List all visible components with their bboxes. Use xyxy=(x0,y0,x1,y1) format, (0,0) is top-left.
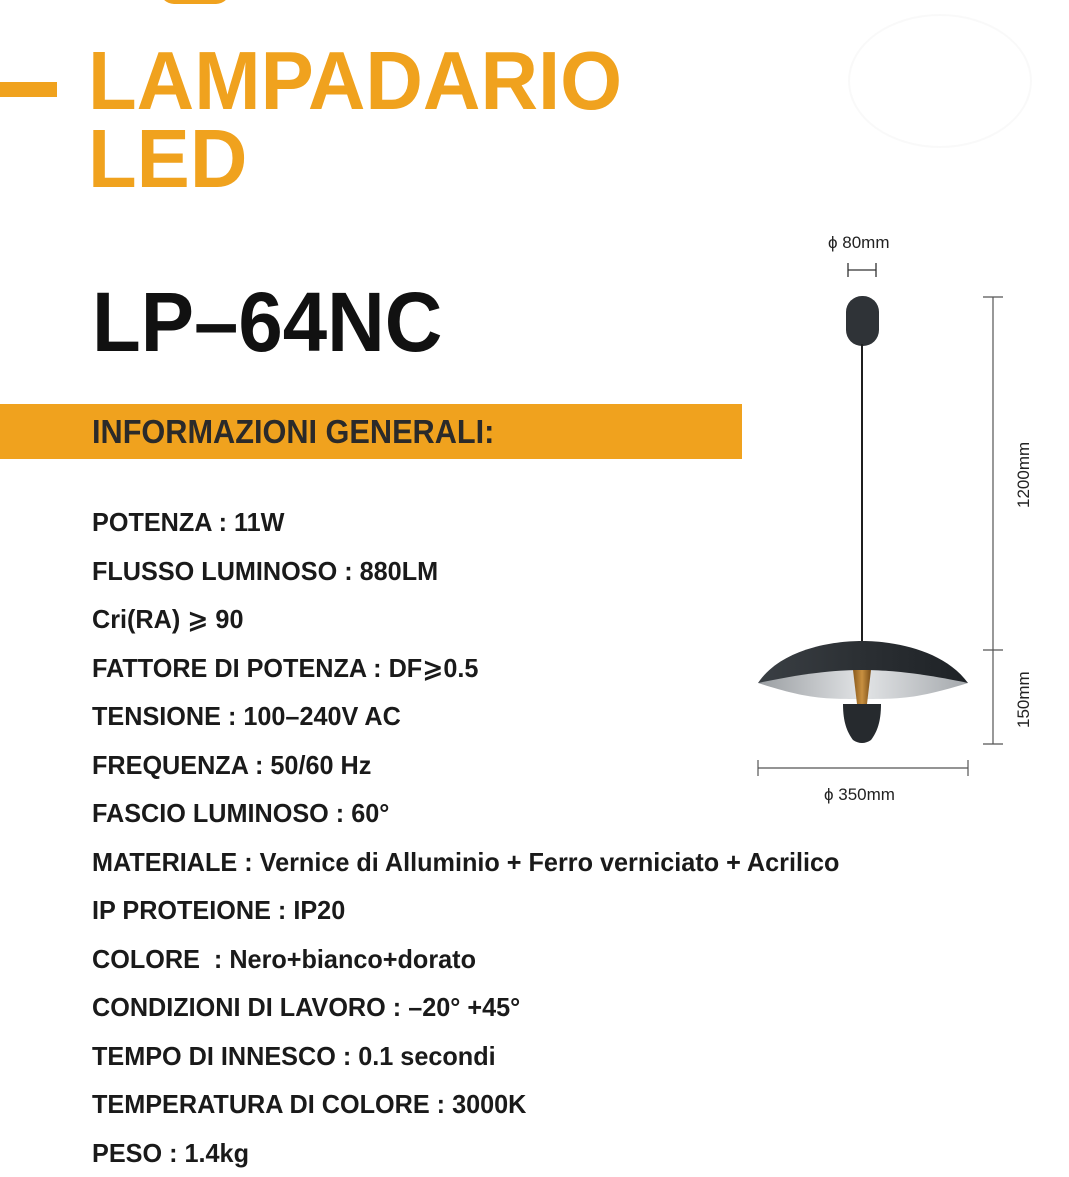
spec-value: ⩾ 90 xyxy=(187,604,243,634)
spec-separator: : xyxy=(366,653,388,683)
spec-item xyxy=(92,1080,1023,1129)
spec-value: –20° +45° xyxy=(408,992,520,1022)
shade-height-label: 150mm xyxy=(1014,671,1033,728)
spec-item xyxy=(92,1032,1023,1081)
spec-value: 3000K xyxy=(452,1089,526,1119)
spec-separator: : xyxy=(386,992,408,1022)
spec-value: 60° xyxy=(351,798,389,828)
height-dimension-line xyxy=(983,297,1003,744)
spec-separator: : xyxy=(336,1041,358,1071)
lamp-body xyxy=(843,704,881,743)
spec-label: COLORE xyxy=(92,944,200,974)
title-line-2: LED xyxy=(88,120,622,198)
spec-separator: : xyxy=(200,944,229,974)
spec-separator: : xyxy=(212,507,234,537)
spec-value: 11W xyxy=(234,507,284,537)
spec-value: Vernice di Alluminio + Ferro verniciato + Acrilico xyxy=(260,847,840,877)
spec-label: FATTORE DI POTENZA xyxy=(92,653,366,683)
spec-label: MATERIALE xyxy=(92,847,237,877)
spec-separator: : xyxy=(430,1089,452,1119)
canopy-diameter-label: ϕ 80mm xyxy=(828,233,889,252)
spec-value: 1.4kg xyxy=(184,1138,249,1168)
lamp-canopy xyxy=(846,296,879,346)
cable-length-label: 1200mm xyxy=(1014,442,1033,508)
spec-label: IP PROTEIONE xyxy=(92,895,271,925)
shade-diameter-label: ϕ 350mm xyxy=(824,785,895,804)
spec-separator: : xyxy=(248,750,270,780)
spec-value: IP20 xyxy=(293,895,345,925)
spec-value: DF⩾0.5 xyxy=(389,653,479,683)
spec-value: 100–240V AC xyxy=(243,701,401,731)
spec-item xyxy=(92,838,1023,887)
spec-separator: : xyxy=(337,556,359,586)
spec-item xyxy=(92,886,1023,935)
canopy-dimension-line xyxy=(848,263,876,277)
lamp-dimension-diagram xyxy=(740,220,1060,820)
spec-separator: : xyxy=(329,798,351,828)
spec-label: POTENZA xyxy=(92,507,212,537)
spec-label: TENSIONE xyxy=(92,701,221,731)
spec-label: FASCIO LUMINOSO xyxy=(92,798,329,828)
spec-label: CONDIZIONI DI LAVORO xyxy=(92,992,386,1022)
spec-separator: : xyxy=(271,895,293,925)
spec-separator: : xyxy=(237,847,259,877)
spec-value: Nero+bianco+dorato xyxy=(229,944,476,974)
spec-item xyxy=(92,1129,1023,1177)
spec-label: FLUSSO LUMINOSO xyxy=(92,556,337,586)
model-number: LP–64NC xyxy=(92,277,442,367)
watermark-circle xyxy=(848,14,1032,148)
spec-label: PESO xyxy=(92,1138,162,1168)
top-decoration xyxy=(160,0,230,4)
spec-item xyxy=(92,935,1023,984)
section-header-label: INFORMAZIONI GENERALI: xyxy=(92,412,494,452)
width-dimension-line xyxy=(758,760,968,776)
title-line-1: LAMPADARIO xyxy=(88,42,622,120)
spec-value: 50/60 Hz xyxy=(270,750,371,780)
spec-value: 0.1 secondi xyxy=(358,1041,495,1071)
title-accent-dash xyxy=(0,82,57,97)
page-title xyxy=(88,42,622,198)
spec-label: TEMPERATURA DI COLORE xyxy=(92,1089,430,1119)
spec-item xyxy=(92,983,1023,1032)
spec-label: TEMPO DI INNESCO xyxy=(92,1041,336,1071)
spec-label: Cri(RA) xyxy=(92,604,180,634)
spec-separator: : xyxy=(162,1138,184,1168)
spec-separator: : xyxy=(221,701,243,731)
spec-value: 880LM xyxy=(360,556,438,586)
spec-label: FREQUENZA xyxy=(92,750,248,780)
